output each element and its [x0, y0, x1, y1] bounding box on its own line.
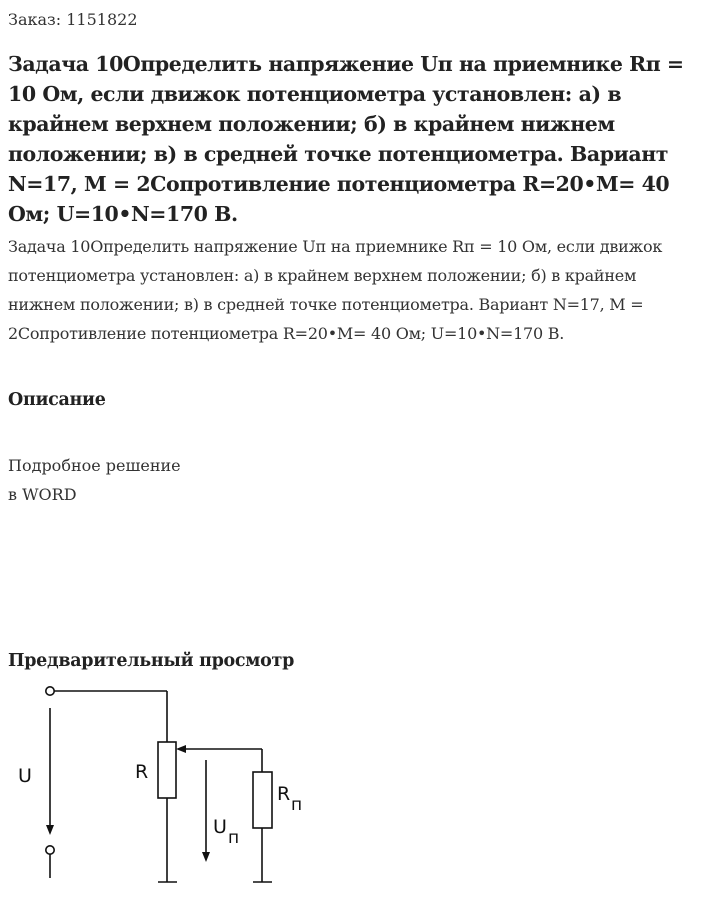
top-terminal: [46, 687, 54, 695]
load-resistor-subscript: п: [291, 795, 303, 815]
output-voltage-label: U: [213, 816, 227, 838]
preview-heading: Предварительный просмотр: [8, 651, 295, 671]
description-notes: [8, 451, 181, 509]
slider-arrow-head: [176, 745, 186, 753]
potentiometer-label: R: [135, 761, 149, 783]
note-line: Подробное решение: [8, 456, 181, 475]
page-title: Задача 10Определить напряжение Uп на приемнике Rп = 10 Ом, если движок потенциометра установлен: а) в крайнем верхнем положении; б) в крайнем нижнем положении; в) в средней точке потенциометра. Вариант N=17, M = 2Сопротивление потенциометра R=20•M= 40 Ом; U=10•N=170 В.: [8, 52, 684, 226]
circuit-schematic: [0, 680, 701, 906]
note-line: в WORD: [8, 485, 77, 504]
source-voltage-label: U: [18, 765, 32, 787]
task-text: Задача 10Определить напряжение Uп на приемнике Rп = 10 Ом, если движок потенциометра установлен: а) в крайнем верхнем положении; б) в крайнем нижнем положении; в) в средней точке потенциометра. Вариант N=17, M = 2Сопротивление потенциометра R=20•M= 40 Ом; U=10•N=170 В.: [8, 237, 663, 343]
output-voltage-subscript: п: [228, 828, 240, 848]
load-resistor-label: R: [277, 783, 291, 805]
load-resistor: [253, 772, 272, 828]
bottom-terminal: [46, 846, 54, 854]
order-number: Заказ: 1151822: [8, 10, 138, 29]
potentiometer-resistor: [158, 742, 176, 798]
voltage-u-arrow-head: [46, 825, 54, 835]
description-heading: Описание: [8, 390, 106, 410]
voltage-up-arrow-head: [202, 852, 210, 862]
